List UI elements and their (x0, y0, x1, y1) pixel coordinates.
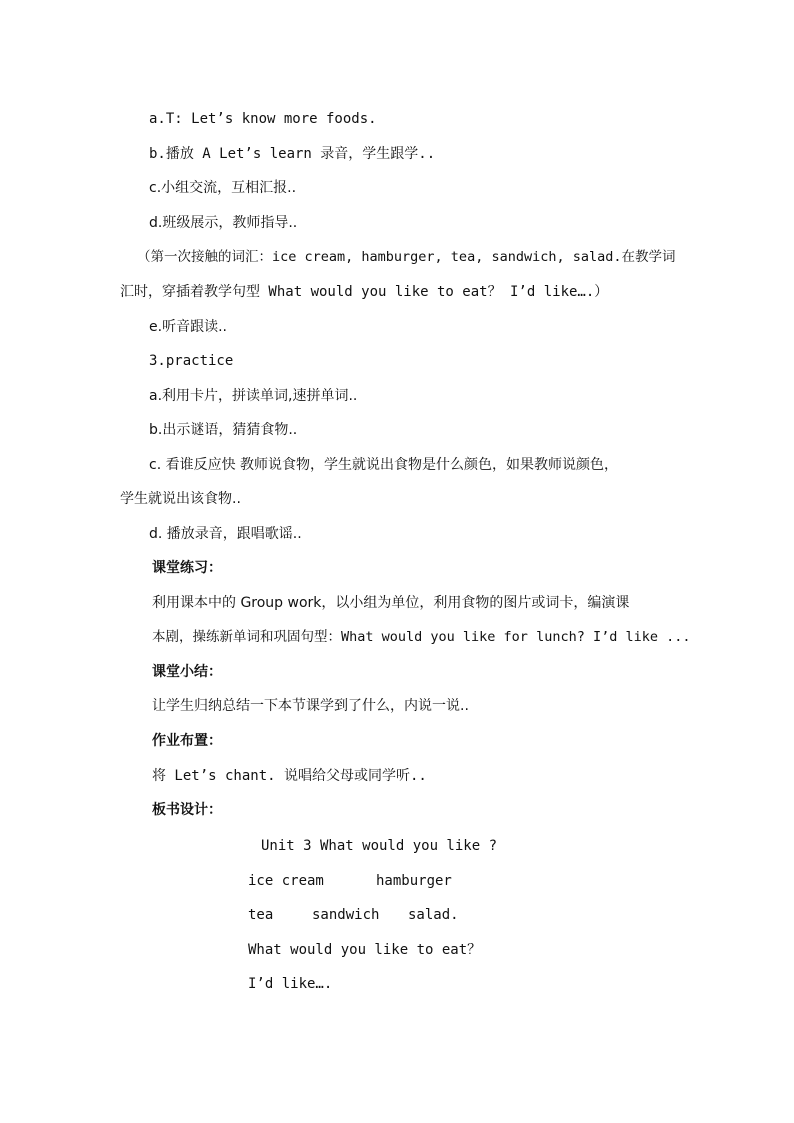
practice-heading: 3.practice (149, 353, 234, 369)
board-title: Unit 3 What would you like ? (261, 838, 498, 854)
classroom-exercise-heading: 课堂练习： (152, 560, 222, 576)
step-c-line: c.小组交流，互相汇报.. (149, 180, 297, 196)
practice-b-line: b.出示谜语，猜猜食物.. (149, 422, 298, 438)
board-word-hamburger: hamburger (376, 873, 452, 889)
practice-c-line-2: 学生就说出该食物.. (120, 491, 241, 507)
step-e-line: e.听音跟读.. (149, 319, 227, 335)
step-b-line: b.播放 A Let’s learn 录音，学生跟学.. (149, 146, 436, 162)
practice-a-line: a.利用卡片，拼读单词,速拼单词.. (149, 388, 358, 404)
board-word-sandwich: sandwich (312, 907, 380, 923)
board-word-salad: salad. (408, 907, 459, 923)
summary-line: 让学生归纳总结一下本节课学到了什么，内说一说.. (152, 698, 469, 714)
board-answer: I’d like…. (248, 976, 333, 992)
homework-heading: 作业布置： (152, 733, 222, 749)
exercise-line-1: 利用课本中的 Group work，以小组为单位，利用食物的图片或词卡，编演课 (152, 595, 630, 611)
step-a-line: a.T: Let’s know more foods. (149, 111, 377, 127)
vocab-note-line-1: （第一次接触的词汇：ice cream, hamburger, tea, sandwich, salad.在教学词 (137, 249, 676, 265)
step-d-line: d.班级展示，教师指导.. (149, 215, 298, 231)
homework-line: 将 Let’s chant. 说唱给父母或同学听.. (152, 768, 427, 784)
exercise-line-2: 本剧，操练新单词和巩固句型：What would you like for lunch? I’d like ... (152, 629, 691, 645)
board-design-heading: 板书设计： (152, 802, 222, 818)
summary-heading: 课堂小结： (152, 664, 222, 680)
board-word-tea: tea (248, 907, 274, 923)
practice-d-line: d. 播放录音，跟唱歌谣.. (149, 526, 302, 542)
practice-c-line-1: c. 看谁反应快 教师说食物，学生就说出食物是什么颜色，如果教师说颜色， (149, 457, 619, 473)
board-question: What would you like to eat？ (248, 942, 482, 958)
board-word-ice-cream: ice cream (248, 873, 324, 889)
vocab-note-line-2: 汇时，穿插着教学句型 What would you like to eat？ I’d like….） (120, 284, 609, 300)
